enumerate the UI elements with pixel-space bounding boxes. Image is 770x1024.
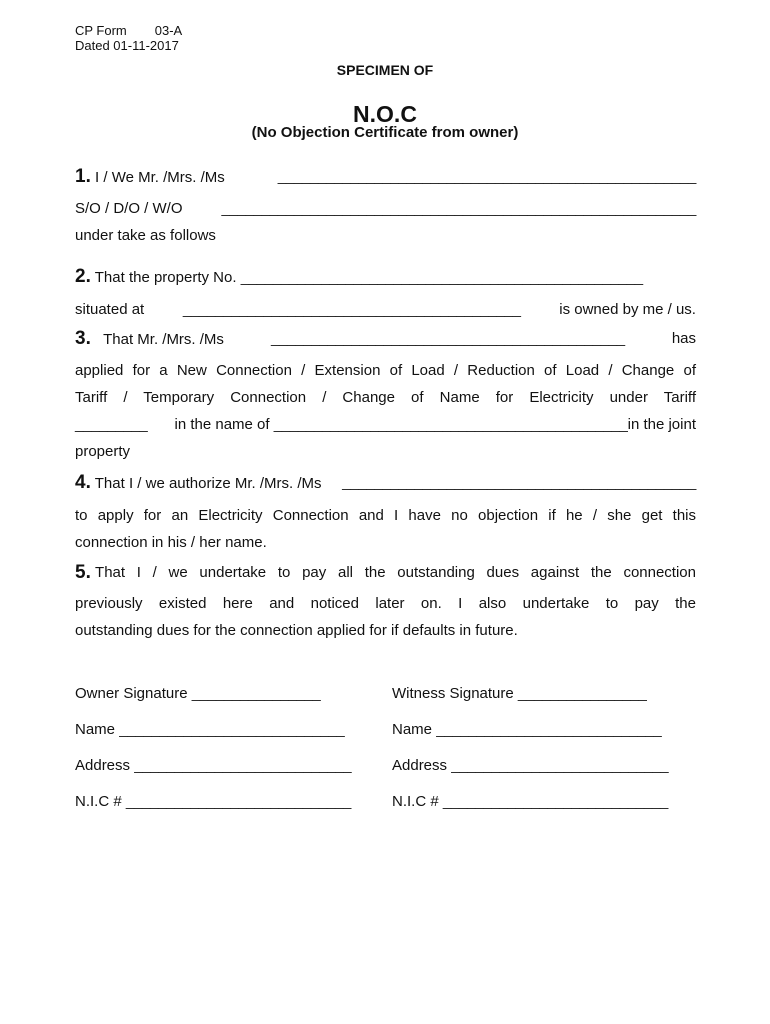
section-2-text: That the property No.: [94, 269, 237, 286]
section-3-text: That Mr. /Mrs. /Ms: [103, 331, 224, 348]
section-4-line-1: [75, 474, 696, 493]
section-4-text: That I / we authorize Mr. /Mrs. /Ms: [94, 475, 322, 492]
section-1-line-1: [75, 168, 696, 187]
specimen-heading: SPECIMEN OF: [336, 62, 434, 78]
section-2-line-2: [75, 301, 696, 319]
witness-nic-row: [392, 793, 668, 811]
applicant-name-blank[interactable]: ____________________________________________: [270, 330, 625, 347]
owner-signature-blank[interactable]: ________________: [191, 685, 321, 702]
owned-text: is owned by me / us.: [559, 301, 696, 318]
page-title: N.O.C: [353, 101, 417, 127]
in-joint-text: in the joint: [627, 416, 696, 433]
witness-address-label: Address: [392, 757, 448, 774]
property-number-blank[interactable]: __________________________________________________: [240, 269, 643, 286]
section-5-line-1: [75, 564, 696, 582]
owner-name-row: [75, 721, 344, 739]
section-4-number: 4.: [75, 472, 91, 493]
witness-name-field[interactable]: ____________________________: [436, 721, 662, 738]
owner-address-field[interactable]: ___________________________: [134, 757, 352, 774]
owner-signature-row: [75, 685, 320, 703]
form-code-line: [75, 23, 182, 38]
section-1-text: I / We Mr. /Mrs. /Ms: [95, 169, 225, 186]
section-1-line-3: under take as follows: [75, 227, 216, 244]
in-name-of-label: in the name of: [174, 416, 270, 433]
witness-nic-label: N.I.C #: [392, 793, 439, 810]
owner-address-row: [75, 757, 351, 775]
page-subtitle: (No Objection Certificate from owner): [251, 124, 519, 141]
section-1-line-2: [75, 200, 696, 218]
situated-label: situated at: [75, 301, 145, 318]
section-2-number: 2.: [75, 266, 91, 287]
situated-blank[interactable]: __________________________________________: [182, 301, 521, 318]
owner-nic-field[interactable]: ____________________________: [125, 793, 352, 810]
owner-address-label: Address: [75, 757, 131, 774]
section-4-line-3: connection in his / her name.: [75, 534, 267, 551]
section-3-line-3: Tariff / Temporary Connection / Change of Name for Electricity under Tariff: [75, 389, 696, 406]
form-date: Dated 01-11-2017: [75, 38, 179, 53]
witness-nic-field[interactable]: ____________________________: [442, 793, 669, 810]
owner-name-label: Name: [75, 721, 116, 738]
authorized-person-blank[interactable]: ____________________________________________: [342, 474, 696, 491]
witness-signature-blank[interactable]: ________________: [517, 685, 647, 702]
relation-label: S/O / D/O / W/O: [75, 200, 183, 217]
witness-name-row: [392, 721, 661, 739]
section-3-number: 3.: [75, 328, 91, 349]
owner-name-field[interactable]: ____________________________: [119, 721, 345, 738]
section-1-number: 1.: [75, 166, 91, 187]
section-4-line-2: to apply for an Electricity Connection and I have no objection if he / she get this: [75, 507, 696, 524]
form-label: CP Form: [75, 23, 127, 38]
section-5-number: 5.: [75, 562, 91, 583]
witness-signature-row: [392, 685, 647, 703]
relation-blank[interactable]: ___________________________________________________________: [221, 200, 696, 217]
witness-name-label: Name: [392, 721, 433, 738]
section-2-line-1: [75, 268, 696, 287]
joint-owner-blank[interactable]: ____________________________________________: [273, 416, 628, 433]
section-3-line-2: applied for a New Connection / Extension of Load / Reduction of Load / Change of: [75, 362, 696, 379]
witness-address-row: [392, 757, 668, 775]
section-5-line-2: previously existed here and noticed later on. I also undertake to pay the: [75, 595, 696, 612]
section-3-line-1: [75, 330, 696, 349]
section-5-line-3: outstanding dues for the connection applied for if defaults in future.: [75, 622, 518, 639]
section-5-text: That I / we undertake to pay all the outstanding dues against the connection: [95, 564, 696, 581]
owner-nic-label: N.I.C #: [75, 793, 122, 810]
witness-signature-label: Witness Signature: [392, 685, 514, 702]
tariff-blank[interactable]: _________: [75, 416, 148, 433]
section-3-line-4: [75, 416, 696, 434]
witness-address-field[interactable]: ___________________________: [451, 757, 669, 774]
form-code: 03-A: [154, 23, 183, 38]
owner-name-blank[interactable]: ____________________________________________________: [277, 168, 696, 185]
owner-signature-label: Owner Signature: [75, 685, 188, 702]
owner-nic-row: [75, 793, 351, 811]
section-3-has: has: [671, 330, 696, 347]
section-3-line-5: property: [75, 443, 131, 460]
